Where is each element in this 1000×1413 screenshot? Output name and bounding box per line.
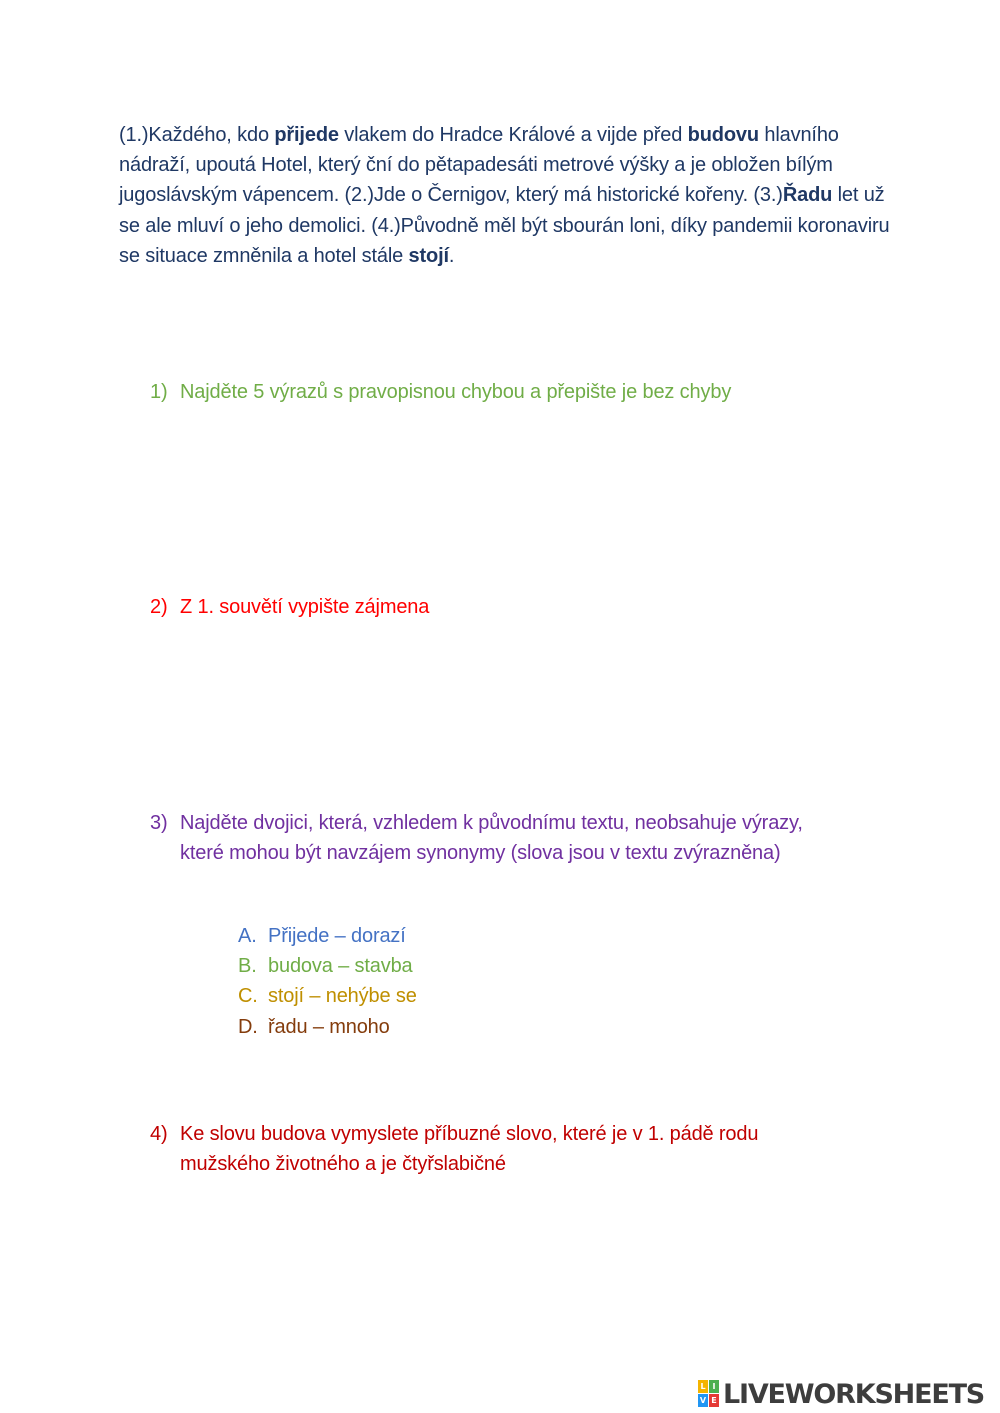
passage-text: hlavního nádraží, upoutá Hotel, který ční do pětapadesáti metrové výšky a je obložen bílým jugoslávským vápencem. (2.)Jde o Černigov, který má historické kořeny. (3.) (119, 124, 839, 207)
question-text: Z 1. souvětí vypište zájmena (180, 596, 430, 618)
question-4 (150, 1119, 850, 1179)
option-letter: A. (238, 925, 257, 947)
option-letter: C. (238, 985, 258, 1008)
highlighted-word: přijede (274, 124, 339, 146)
question-text: Najděte 5 výrazů s pravopisnou chybou a přepište je bez chyby (180, 381, 732, 403)
highlighted-word: budovu (687, 124, 759, 146)
option-letter: D. (238, 1015, 258, 1038)
reading-passage (119, 120, 894, 271)
question-text: Najděte dvojici, která, vzhledem k původnímu textu, neobsahuje výrazy, které mohou být navzájem synonymy (slova jsou v textu zvýrazněna) (180, 812, 803, 864)
question-number: 2) (150, 596, 168, 618)
logo-text: LIVEWORKSHEETS (723, 1378, 985, 1410)
passage-text: vlakem do Hradce Králové a vijde před (338, 124, 688, 146)
logo-mark-icon: L I V E (698, 1380, 720, 1408)
passage-text: . (448, 244, 455, 267)
question-2 (150, 592, 850, 622)
passage-text: (1.)Každého, kdo (119, 124, 275, 146)
option-text: stojí – nehýbe se (268, 985, 417, 1008)
option-text: Přijede – dorazí (268, 925, 406, 947)
option-letter: B. (238, 955, 257, 978)
question-number: 4) (150, 1123, 168, 1145)
question-number: 1) (150, 381, 168, 403)
highlighted-word: Řadu (782, 184, 833, 207)
highlighted-word: stojí (408, 244, 449, 267)
question-3 (150, 808, 830, 868)
question-text: Ke slovu budova vymyslete příbuzné slovo, které je v 1. pádě rodu mužského životného a je čtyřslabičné (180, 1123, 759, 1175)
liveworksheets-logo (698, 1378, 984, 1410)
passage-text: let už se ale mluví o jeho demolici. (4.)Původně měl být sbourán loni, díky pandemii koronaviru se situace zmněnila a hotel stále (119, 184, 890, 267)
option-text: řadu – mnoho (268, 1015, 390, 1038)
option-text: budova – stavba (268, 955, 413, 978)
question-1 (150, 377, 850, 407)
question-number: 3) (150, 812, 168, 834)
